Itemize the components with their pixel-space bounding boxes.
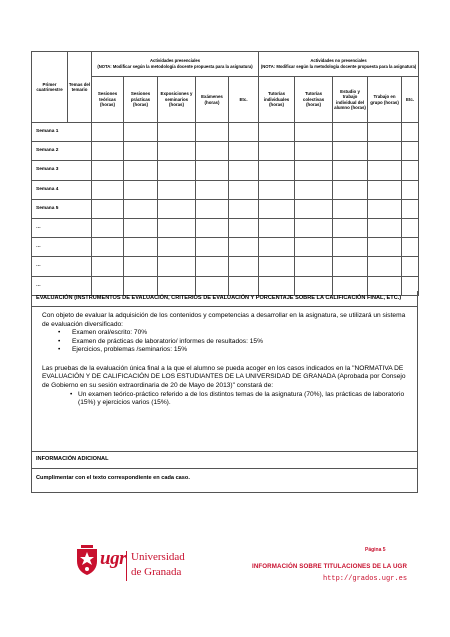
table-cell (158, 199, 196, 218)
table-cell (196, 238, 229, 257)
table-cell (229, 180, 259, 199)
col-header-examenes: Exámenes (horas) (196, 77, 229, 123)
footer-divider (126, 551, 127, 581)
table-cell (196, 199, 229, 218)
evaluation-body (31, 307, 418, 452)
group-header-no-presenciales (259, 52, 419, 77)
university-name-line2: de Granada (131, 566, 182, 578)
table-cell (196, 161, 229, 180)
table-cell (124, 257, 158, 276)
list-item: • Examen oral/escrito: 70% (72, 329, 410, 338)
table-cell (196, 123, 229, 142)
table-cell (333, 123, 368, 142)
table-cell (158, 161, 196, 180)
table-cell (402, 199, 419, 218)
table-cell (124, 142, 158, 161)
table-cell (368, 199, 402, 218)
table-cell (196, 142, 229, 161)
university-crest-icon (75, 544, 99, 576)
week-label: Semana 2 (32, 142, 92, 161)
no-presenciales-note: (NOTA: Modificar según la metodología docente propuesta para la asignatura) (260, 64, 417, 69)
no-presenciales-title: Actividades no presenciales (310, 57, 367, 63)
table-cell (92, 142, 124, 161)
additional-info-title: INFORMACIÓN ADICIONAL (31, 452, 418, 469)
week-label: … (32, 257, 92, 276)
table-cell (402, 238, 419, 257)
evaluation-final-list (42, 391, 410, 408)
table-cell (158, 218, 196, 237)
table-row (32, 238, 419, 257)
table-cell (333, 142, 368, 161)
table-cell (402, 218, 419, 237)
table-cell (295, 257, 333, 276)
table-cell (124, 218, 158, 237)
table-cell (229, 218, 259, 237)
list-item: • Examen de prácticas de laboratorio/ informes de resultados: 15% (72, 338, 410, 347)
table-cell (259, 161, 295, 180)
table-cell (92, 180, 124, 199)
week-label: Semana 4 (32, 180, 92, 199)
footer-info-text: INFORMACIÓN SOBRE TITULACIONES DE LA UGR (252, 563, 408, 570)
table-cell (92, 238, 124, 257)
table-cell (368, 123, 402, 142)
list-item: • Un examen teórico-práctico referido a de los distintos temas de la asignatura (70%), las prácticas de laboratorio (15%) y ejercicios varios (15%). (78, 391, 410, 408)
table-row (32, 142, 419, 161)
table-cell (124, 161, 158, 180)
table-cell (229, 142, 259, 161)
table-cell (295, 218, 333, 237)
presenciales-note: (NOTA: Modificar según la metodología docente propuesta para la asignatura) (97, 64, 253, 69)
table-cell (124, 199, 158, 218)
page-number: Página 5 (365, 547, 386, 553)
table-row (32, 123, 419, 142)
week-label: Semana 3 (32, 161, 92, 180)
week-label: … (32, 238, 92, 257)
table-cell (259, 180, 295, 199)
table-cell (259, 199, 295, 218)
table-cell (333, 238, 368, 257)
university-name-line1: Universidad (131, 551, 185, 563)
table-cell (92, 123, 124, 142)
table-cell (368, 257, 402, 276)
table-cell (92, 257, 124, 276)
table-cell (158, 142, 196, 161)
table-cell (92, 161, 124, 180)
table-cell (196, 180, 229, 199)
table-cell (402, 123, 419, 142)
table-cell (158, 257, 196, 276)
table-cell (196, 257, 229, 276)
table-cell (333, 199, 368, 218)
table-cell (295, 123, 333, 142)
table-cell (368, 238, 402, 257)
table-cell (259, 257, 295, 276)
col-header-etc: Etc. (229, 77, 259, 123)
table-cell (333, 257, 368, 276)
table-cell (158, 123, 196, 142)
table-cell (295, 161, 333, 180)
table-cell (295, 180, 333, 199)
col-header-tutorias-individuales: Tutorías individuales (horas) (259, 77, 295, 123)
week-label: … (32, 276, 92, 295)
table-cell (402, 180, 419, 199)
table-cell (259, 142, 295, 161)
table-cell (402, 161, 419, 180)
table-cell (259, 218, 295, 237)
col-header-sesiones-practicas: Sesiones prácticas (horas) (124, 77, 158, 123)
table-cell (368, 161, 402, 180)
table-cell (229, 257, 259, 276)
ugr-wordmark: ugr (100, 548, 126, 569)
schedule-table (31, 51, 419, 296)
table-cell (229, 161, 259, 180)
table-row (32, 218, 419, 237)
table-row (32, 180, 419, 199)
table-cell (158, 238, 196, 257)
table-cell (333, 161, 368, 180)
table-row (32, 161, 419, 180)
table-cell (333, 180, 368, 199)
table-cell (124, 180, 158, 199)
schedule-body (32, 123, 419, 296)
evaluation-list (42, 329, 410, 355)
table-cell (229, 123, 259, 142)
evaluation-title: EVALUACIÓN (INSTRUMENTOS DE EVALUACIÓN, CRITERIOS DE EVALUACIÓN Y PORCENTAJE SOBRE LA CALIFICACIÓN FINAL, ETC.) (31, 291, 418, 307)
week-label: Semana 5 (32, 199, 92, 218)
col-header-tutorias-colectivas: Tutorías colectivas (horas) (295, 77, 333, 123)
table-cell (229, 238, 259, 257)
table-cell (295, 238, 333, 257)
table-cell (368, 218, 402, 237)
col-header-sesiones-teoricas: Sesiones teóricas (horas) (92, 77, 124, 123)
table-cell (158, 180, 196, 199)
table-cell (333, 218, 368, 237)
table-cell (295, 199, 333, 218)
col-header-estudio-individual: Estudio y trabajo individual del alumno (horas) (333, 77, 368, 123)
table-cell (92, 199, 124, 218)
table-cell (124, 238, 158, 257)
table-row (32, 199, 419, 218)
table-cell (124, 123, 158, 142)
table-cell (368, 180, 402, 199)
list-item: • Ejercicios, problemas /seminarios: 15% (72, 346, 410, 355)
additional-info-text: Cumplimentar con el texto correspondiente en cada caso. (31, 469, 418, 493)
week-label: Semana 1 (32, 123, 92, 142)
table-cell (402, 257, 419, 276)
table-cell (295, 142, 333, 161)
table-cell (402, 142, 419, 161)
col-header-temas: Temas del temario (68, 52, 92, 123)
col-header-trabajo-grupo: Trabajo en grupo (horas) (368, 77, 402, 123)
table-cell (229, 199, 259, 218)
presenciales-title: Actividades presenciales (149, 57, 201, 63)
col-header-exposiciones: Exposiciones y seminarios (horas) (158, 77, 196, 123)
table-cell (259, 238, 295, 257)
table-cell (259, 123, 295, 142)
table-row (32, 257, 419, 276)
col-header-primer-cuatrimestre: Primer cuatrimestre (32, 52, 68, 123)
evaluation-intro: Con objeto de evaluar la adquisición de los contenidos y competencias a desarrollar en la asignatura, se utilizará un sistema de evaluación diversificado: (42, 312, 406, 328)
week-label: … (32, 218, 92, 237)
col-header-etc: Etc. (402, 77, 419, 123)
footer-link[interactable]: http://grados.ugr.es (323, 575, 408, 583)
table-cell (196, 218, 229, 237)
group-header-presenciales (92, 52, 259, 77)
table-cell (368, 142, 402, 161)
table-cell (92, 218, 124, 237)
evaluation-final-paragraph: Las pruebas de la evaluación única final a la que el alumno se pueda acoger en los casos indicados en la "NORMATIVA DE EVALUACIÓN Y DE CALIFICACIÓN DE LOS ESTUDIANTES DE LA UNIVERSIDAD DE GRANADA (Aprobada por Consejo de Gobierno en su sesión extraordinaria de 20 de Mayo de 2013)" constará de: (42, 364, 406, 389)
